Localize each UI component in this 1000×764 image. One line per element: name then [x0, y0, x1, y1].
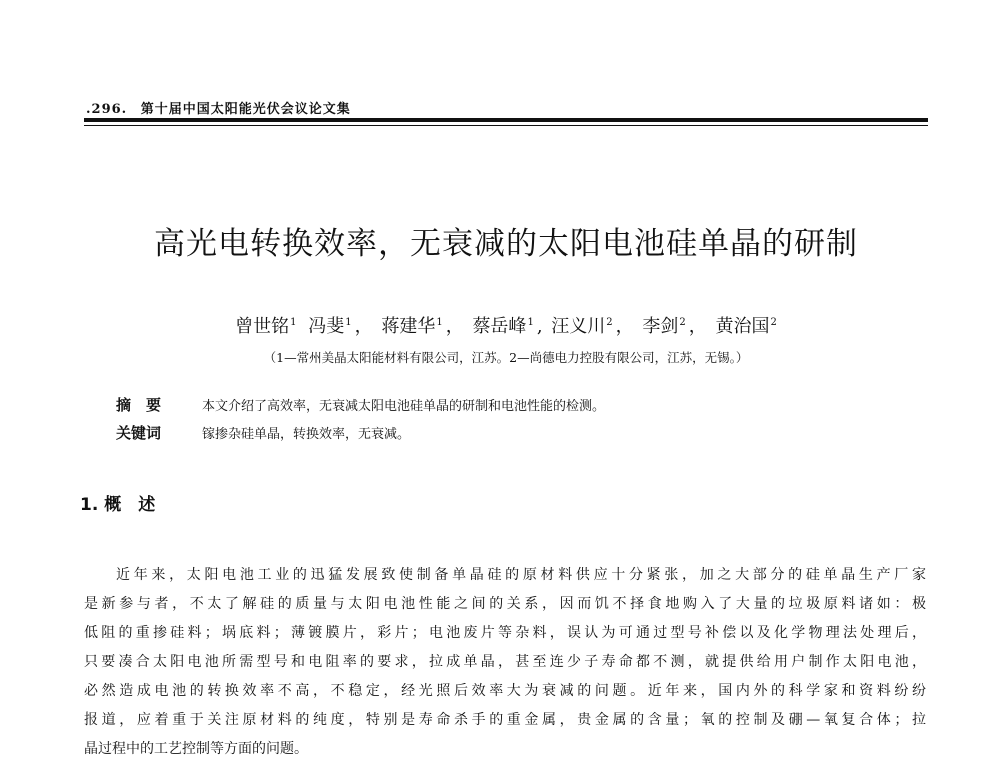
body-line: 是新参与者，不太了解硅的质量与太阳电池性能之间的关系，因而饥不择食地购入了大量的垃圾原料诸如：极 — [84, 596, 926, 612]
affiliations: （1—常州美晶太阳能材料有限公司，江苏。2—尚德电力控股有限公司，江苏，无锡。） — [263, 350, 749, 365]
section-heading — [80, 490, 155, 515]
abstract-text: 本文介绍了高效率，无衰减太阳电池硅单晶的研制和电池性能的检测。 — [202, 399, 606, 414]
body-line: 必然造成电池的转换效率不高，不稳定，经光照后效率大为衰减的问题。近年来，国内外的科学家和资料纷纷 — [84, 683, 926, 699]
abstract — [116, 394, 896, 415]
abstract-label: 摘 要 — [116, 396, 162, 414]
author: 黄治国$^2$ — [715, 316, 777, 337]
author-separator: ， — [688, 316, 707, 337]
body-line: 只要凑合太阳电池所需型号和电阻率的要求，拉成单晶，甚至连少子寿命都不测，就提供给用户制作太阳电池， — [84, 654, 926, 670]
author: 蒋建华$^1$ — [381, 316, 443, 337]
journal-title: 第十届中国太阳能光伏会议论文集 — [140, 102, 351, 117]
body-paragraph — [84, 561, 926, 764]
author: 冯斐$^1$ — [308, 316, 352, 337]
body-line: 近年来，太阳电池工业的迅猛发展致使制备单晶硅的原材料供应十分紧张，加之大部分的硅单晶生产厂家 — [116, 567, 926, 583]
header-rule-thin — [84, 125, 928, 126]
author: 曾世铭$^1$ — [235, 316, 297, 337]
section-number: 1. — [80, 495, 99, 515]
author-separator: ， — [615, 316, 634, 337]
body-line: 报道，应着重于关注原材料的纯度，特别是寿命杀手的重金属，贵金属的含量；氧的控制及硼—氧复合体；拉 — [84, 712, 926, 728]
paper-title: 高光电转换效率，无衰减的太阳电池硅单晶的研制 — [154, 226, 858, 262]
keywords-text: 镓掺杂硅单晶，转换效率，无衰减。 — [202, 427, 411, 442]
author: 汪义川$^2$ — [551, 316, 613, 337]
section-title: 概 述 — [104, 495, 156, 515]
keywords-label: 关键词 — [116, 424, 162, 442]
author-separator: ， — [445, 316, 464, 337]
author: 蔡岳峰$^1$ — [472, 316, 534, 337]
author-separator: , — [536, 316, 543, 337]
header-rule-thick — [84, 118, 928, 122]
author-list — [84, 312, 928, 338]
author-separator: ， — [354, 316, 373, 337]
body-line: 低阻的重掺硅料；埚底料；薄镀膜片，彩片；电池废片等杂料，误认为可通过型号补偿以及化学物理法处理后， — [84, 625, 926, 641]
keywords — [116, 422, 896, 443]
page-number: .296. — [86, 102, 128, 117]
running-header — [86, 98, 351, 117]
author: 李剑$^2$ — [642, 316, 686, 337]
body-line: 晶过程中的工艺控制等方面的问题。 — [84, 741, 308, 757]
